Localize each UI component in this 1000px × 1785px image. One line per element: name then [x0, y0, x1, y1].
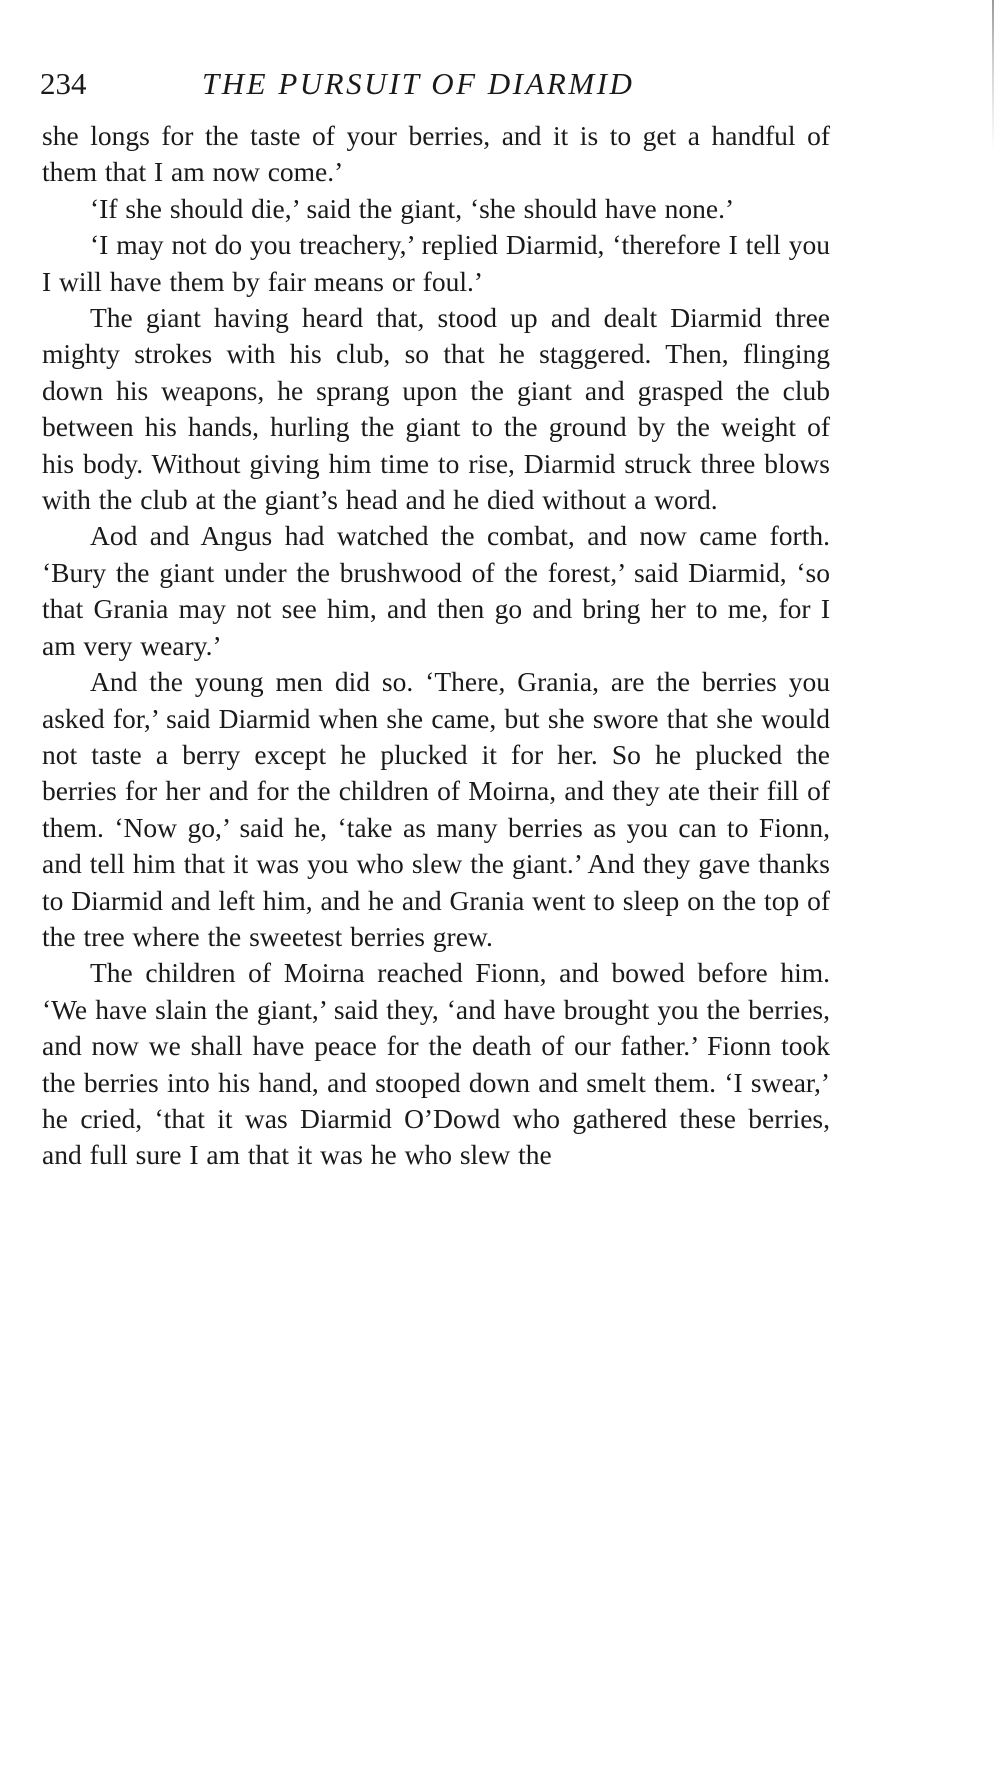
paragraph-fionn: The children of Moirna reached Fionn, and bowed before him. ‘We have slain the giant,’ said they, ‘and have brought you the berries, and now we shall have peace for the death of our father.’ Fionn took the berries into his hand, and stooped down and smelt them. ‘I swear,’ he cried, ‘that it was Diarmid O’Dowd who gathered these berries, and full sure I am that it was he who slew the — [42, 957, 830, 1171]
paragraph-combat: The giant having heard that, stood up and dealt Diarmid three mighty strokes with his club, so that he staggered. Then, flinging down his weapons, he sprang upon the giant and grasped the club between his hands, hurling the giant to the ground by the weight of his body. Without giving him time to rise, Diarmid struck three blows with the club at the giant’s head and he died without a word. — [42, 302, 830, 516]
page-edge-shadow — [992, 0, 994, 150]
paragraph-diarmid-reply: ‘I may not do you treachery,’ replied Diarmid, ‘therefore I tell you I will have them by fair means or foul.’ — [42, 229, 830, 297]
running-title: THE PURSUIT OF DIARMID — [202, 66, 635, 101]
paragraph-berries: And the young men did so. ‘There, Grania, are the berries you asked for,’ said Diarmid when she came, but she swore that she would not taste a berry except he plucked it for her. So he plucked the berries for her and for the children of Moirna, and they ate their fill of them. ‘Now go,’ said he, ‘take as many berries as you can to Fionn, and tell him that it was you who slew the giant.’ And they gave thanks to Diarmid and left him, and he and Grania went to sleep on the top of the tree where the sweetest berries grew. — [42, 666, 830, 952]
paragraph-continued: she longs for the taste of your berries, and it is to get a handful of them that I am now come.’ — [42, 120, 830, 188]
paragraph-aod-angus: Aod and Angus had watched the combat, and now came forth. ‘Bury the giant under the brushwood of the forest,’ said Diarmid, ‘so that Grania may not see him, and then go and bring her to me, for I am very weary.’ — [42, 520, 830, 661]
page-number: 234 — [40, 66, 87, 101]
paragraph-giant-reply: ‘If she should die,’ said the giant, ‘she should have none.’ — [90, 192, 735, 224]
running-header — [40, 62, 760, 106]
body-text — [42, 118, 830, 1174]
